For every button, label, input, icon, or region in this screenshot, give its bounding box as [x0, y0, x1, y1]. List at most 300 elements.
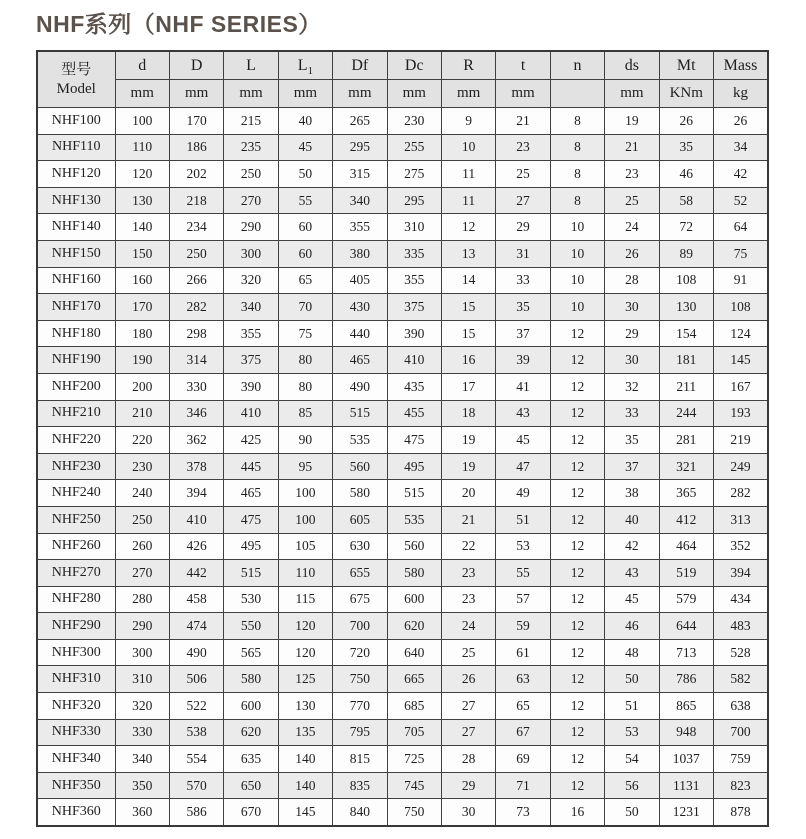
table-row — [37, 453, 768, 480]
unit-cell-df: mm — [333, 80, 387, 108]
value-cell: 12 — [550, 347, 604, 374]
value-cell: 100 — [278, 480, 332, 507]
value-cell: 405 — [333, 267, 387, 294]
value-cell: 560 — [387, 533, 441, 560]
header-label: n — [573, 56, 582, 74]
unit-cell-l: mm — [224, 80, 278, 108]
value-cell: 522 — [169, 693, 223, 720]
unit-cell-mass: kg — [713, 80, 768, 108]
value-cell: 181 — [659, 347, 713, 374]
value-cell: 12 — [550, 427, 604, 454]
value-cell: 124 — [713, 320, 768, 347]
value-cell: 65 — [278, 267, 332, 294]
value-cell: 21 — [441, 506, 495, 533]
unit-cell-r: mm — [441, 80, 495, 108]
table-row — [37, 693, 768, 720]
value-cell: 10 — [550, 267, 604, 294]
value-cell: 120 — [278, 613, 332, 640]
value-cell: 483 — [713, 613, 768, 640]
value-cell: 655 — [333, 560, 387, 587]
value-cell: 135 — [278, 719, 332, 746]
value-cell: 250 — [115, 506, 169, 533]
value-cell: 538 — [169, 719, 223, 746]
value-cell: 32 — [605, 373, 659, 400]
value-cell: 586 — [169, 799, 223, 826]
table-row — [37, 320, 768, 347]
value-cell: 140 — [278, 772, 332, 799]
value-cell: 12 — [550, 693, 604, 720]
value-cell: 26 — [441, 666, 495, 693]
unit-cell-d: mm — [115, 80, 169, 108]
value-cell: 8 — [550, 187, 604, 214]
value-cell: 167 — [713, 373, 768, 400]
value-cell: 12 — [550, 772, 604, 799]
value-cell: 72 — [659, 214, 713, 241]
value-cell: 410 — [169, 506, 223, 533]
value-cell: 219 — [713, 427, 768, 454]
value-cell: 650 — [224, 772, 278, 799]
model-cell: NHF130 — [37, 187, 115, 214]
value-cell: 75 — [278, 320, 332, 347]
value-cell: 630 — [333, 533, 387, 560]
value-cell: 475 — [387, 427, 441, 454]
value-cell: 40 — [605, 506, 659, 533]
value-cell: 19 — [441, 453, 495, 480]
value-cell: 29 — [605, 320, 659, 347]
table-row — [37, 427, 768, 454]
value-cell: 12 — [550, 400, 604, 427]
header-cell-n — [550, 51, 604, 80]
value-cell: 8 — [550, 161, 604, 188]
table-row — [37, 400, 768, 427]
value-cell: 474 — [169, 613, 223, 640]
value-cell: 12 — [550, 533, 604, 560]
model-cell: NHF200 — [37, 373, 115, 400]
value-cell: 425 — [224, 427, 278, 454]
value-cell: 12 — [550, 320, 604, 347]
value-cell: 519 — [659, 560, 713, 587]
value-cell: 346 — [169, 400, 223, 427]
value-cell: 515 — [224, 560, 278, 587]
value-cell: 25 — [441, 639, 495, 666]
value-cell: 394 — [713, 560, 768, 587]
value-cell: 12 — [550, 613, 604, 640]
value-cell: 713 — [659, 639, 713, 666]
value-cell: 80 — [278, 373, 332, 400]
value-cell: 65 — [496, 693, 550, 720]
value-cell: 310 — [115, 666, 169, 693]
value-cell: 130 — [115, 187, 169, 214]
value-cell: 515 — [387, 480, 441, 507]
value-cell: 80 — [278, 347, 332, 374]
header-label: d — [138, 56, 147, 74]
value-cell: 63 — [496, 666, 550, 693]
value-cell: 35 — [496, 294, 550, 321]
value-cell: 515 — [333, 400, 387, 427]
value-cell: 340 — [224, 294, 278, 321]
model-cell: NHF340 — [37, 746, 115, 773]
header-cell-d — [169, 51, 223, 80]
header-label: Df — [351, 56, 369, 74]
value-cell: 27 — [496, 187, 550, 214]
value-cell: 17 — [441, 373, 495, 400]
model-cell: NHF100 — [37, 108, 115, 135]
header-label: Mt — [676, 56, 696, 74]
header-cell-d — [115, 51, 169, 80]
value-cell: 560 — [333, 453, 387, 480]
unit-cell-t: mm — [496, 80, 550, 108]
nhf-series-spec-table — [36, 50, 769, 827]
value-cell: 58 — [659, 187, 713, 214]
value-cell: 28 — [605, 267, 659, 294]
value-cell: 91 — [713, 267, 768, 294]
value-cell: 11 — [441, 187, 495, 214]
value-cell: 580 — [387, 560, 441, 587]
value-cell: 315 — [333, 161, 387, 188]
table-row — [37, 187, 768, 214]
value-cell: 313 — [713, 506, 768, 533]
value-cell: 26 — [713, 108, 768, 135]
value-cell: 51 — [496, 506, 550, 533]
model-cell: NHF110 — [37, 134, 115, 161]
value-cell: 700 — [713, 719, 768, 746]
value-cell: 300 — [115, 639, 169, 666]
unit-cell-ds: mm — [605, 80, 659, 108]
value-cell: 330 — [115, 719, 169, 746]
value-cell: 23 — [441, 586, 495, 613]
value-cell: 378 — [169, 453, 223, 480]
value-cell: 170 — [169, 108, 223, 135]
value-cell: 725 — [387, 746, 441, 773]
value-cell: 249 — [713, 453, 768, 480]
value-cell: 12 — [550, 560, 604, 587]
value-cell: 59 — [496, 613, 550, 640]
header-label: ds — [624, 56, 639, 74]
value-cell: 210 — [115, 400, 169, 427]
header-cell-t — [496, 51, 550, 80]
value-cell: 13 — [441, 240, 495, 267]
value-cell: 64 — [713, 214, 768, 241]
table-row — [37, 772, 768, 799]
model-header-en: Model — [56, 80, 96, 97]
value-cell: 495 — [387, 453, 441, 480]
value-cell: 410 — [387, 347, 441, 374]
value-cell: 770 — [333, 693, 387, 720]
value-cell: 31 — [496, 240, 550, 267]
value-cell: 20 — [441, 480, 495, 507]
value-cell: 26 — [605, 240, 659, 267]
value-cell: 70 — [278, 294, 332, 321]
value-cell: 638 — [713, 693, 768, 720]
value-cell: 30 — [605, 347, 659, 374]
table-row — [37, 108, 768, 135]
value-cell: 321 — [659, 453, 713, 480]
table-row — [37, 613, 768, 640]
value-cell: 375 — [224, 347, 278, 374]
value-cell: 759 — [713, 746, 768, 773]
value-cell: 154 — [659, 320, 713, 347]
value-cell: 495 — [224, 533, 278, 560]
value-cell: 89 — [659, 240, 713, 267]
table-row — [37, 480, 768, 507]
value-cell: 37 — [605, 453, 659, 480]
model-header-cell — [37, 51, 115, 108]
value-cell: 12 — [550, 719, 604, 746]
value-cell: 50 — [605, 799, 659, 826]
value-cell: 130 — [278, 693, 332, 720]
value-cell: 55 — [278, 187, 332, 214]
header-cell-r — [441, 51, 495, 80]
model-cell: NHF330 — [37, 719, 115, 746]
value-cell: 554 — [169, 746, 223, 773]
header-cell-mass — [713, 51, 768, 80]
value-cell: 115 — [278, 586, 332, 613]
table-body — [37, 108, 768, 827]
value-cell: 57 — [496, 586, 550, 613]
value-cell: 71 — [496, 772, 550, 799]
value-cell: 110 — [115, 134, 169, 161]
value-cell: 1131 — [659, 772, 713, 799]
value-cell: 440 — [333, 320, 387, 347]
value-cell: 266 — [169, 267, 223, 294]
value-cell: 528 — [713, 639, 768, 666]
value-cell: 434 — [713, 586, 768, 613]
unit-cell-d: mm — [169, 80, 223, 108]
value-cell: 24 — [605, 214, 659, 241]
value-cell: 160 — [115, 267, 169, 294]
value-cell: 15 — [441, 294, 495, 321]
value-cell: 620 — [224, 719, 278, 746]
header-label: t — [520, 56, 526, 74]
value-cell: 34 — [713, 134, 768, 161]
value-cell: 43 — [496, 400, 550, 427]
value-cell: 12 — [550, 639, 604, 666]
model-cell: NHF300 — [37, 639, 115, 666]
value-cell: 570 — [169, 772, 223, 799]
value-cell: 290 — [115, 613, 169, 640]
value-cell: 10 — [550, 240, 604, 267]
value-cell: 535 — [333, 427, 387, 454]
value-cell: 362 — [169, 427, 223, 454]
value-cell: 670 — [224, 799, 278, 826]
value-cell: 282 — [713, 480, 768, 507]
value-cell: 33 — [496, 267, 550, 294]
model-cell: NHF210 — [37, 400, 115, 427]
value-cell: 30 — [441, 799, 495, 826]
value-cell: 490 — [333, 373, 387, 400]
value-cell: 410 — [224, 400, 278, 427]
value-cell: 330 — [169, 373, 223, 400]
value-cell: 412 — [659, 506, 713, 533]
value-cell: 320 — [115, 693, 169, 720]
unit-cell-dc: mm — [387, 80, 441, 108]
value-cell: 21 — [605, 134, 659, 161]
header-cell-mt — [659, 51, 713, 80]
model-cell: NHF150 — [37, 240, 115, 267]
value-cell: 29 — [496, 214, 550, 241]
value-cell: 835 — [333, 772, 387, 799]
value-cell: 340 — [333, 187, 387, 214]
table-row — [37, 719, 768, 746]
value-cell: 19 — [605, 108, 659, 135]
header-label: D — [190, 56, 203, 74]
value-cell: 180 — [115, 320, 169, 347]
value-cell: 320 — [224, 267, 278, 294]
value-cell: 90 — [278, 427, 332, 454]
model-cell: NHF240 — [37, 480, 115, 507]
value-cell: 700 — [333, 613, 387, 640]
value-cell: 23 — [441, 560, 495, 587]
value-cell: 60 — [278, 240, 332, 267]
value-cell: 53 — [496, 533, 550, 560]
header-label-subscript: 1 — [307, 64, 314, 77]
table-row — [37, 586, 768, 613]
value-cell: 295 — [333, 134, 387, 161]
value-cell: 300 — [224, 240, 278, 267]
value-cell: 745 — [387, 772, 441, 799]
value-cell: 295 — [387, 187, 441, 214]
model-cell: NHF220 — [37, 427, 115, 454]
value-cell: 125 — [278, 666, 332, 693]
model-cell: NHF250 — [37, 506, 115, 533]
value-cell: 878 — [713, 799, 768, 826]
value-cell: 365 — [659, 480, 713, 507]
unit-cell-l1: mm — [278, 80, 332, 108]
value-cell: 26 — [659, 108, 713, 135]
value-cell: 375 — [387, 294, 441, 321]
value-cell: 200 — [115, 373, 169, 400]
value-cell: 795 — [333, 719, 387, 746]
value-cell: 12 — [550, 506, 604, 533]
value-cell: 750 — [387, 799, 441, 826]
value-cell: 455 — [387, 400, 441, 427]
value-cell: 100 — [278, 506, 332, 533]
value-cell: 35 — [605, 427, 659, 454]
value-cell: 270 — [224, 187, 278, 214]
value-cell: 95 — [278, 453, 332, 480]
value-cell: 42 — [713, 161, 768, 188]
model-cell: NHF270 — [37, 560, 115, 587]
table-row — [37, 161, 768, 188]
value-cell: 12 — [441, 214, 495, 241]
value-cell: 840 — [333, 799, 387, 826]
value-cell: 442 — [169, 560, 223, 587]
value-cell: 190 — [115, 347, 169, 374]
model-cell: NHF190 — [37, 347, 115, 374]
unit-cell-n — [550, 80, 604, 108]
value-cell: 535 — [387, 506, 441, 533]
table-row — [37, 214, 768, 241]
value-cell: 43 — [605, 560, 659, 587]
value-cell: 105 — [278, 533, 332, 560]
header-label: Dc — [404, 56, 424, 74]
table-row — [37, 746, 768, 773]
value-cell: 390 — [387, 320, 441, 347]
header-cell-l1 — [278, 51, 332, 80]
value-cell: 150 — [115, 240, 169, 267]
header-unit-row — [37, 80, 768, 108]
value-cell: 12 — [550, 373, 604, 400]
value-cell: 340 — [115, 746, 169, 773]
model-cell: NHF170 — [37, 294, 115, 321]
value-cell: 506 — [169, 666, 223, 693]
header-cell-df — [333, 51, 387, 80]
value-cell: 49 — [496, 480, 550, 507]
model-cell: NHF350 — [37, 772, 115, 799]
value-cell: 1231 — [659, 799, 713, 826]
value-cell: 50 — [605, 666, 659, 693]
value-cell: 255 — [387, 134, 441, 161]
value-cell: 85 — [278, 400, 332, 427]
value-cell: 108 — [659, 267, 713, 294]
value-cell: 12 — [550, 746, 604, 773]
value-cell: 11 — [441, 161, 495, 188]
value-cell: 335 — [387, 240, 441, 267]
value-cell: 108 — [713, 294, 768, 321]
value-cell: 47 — [496, 453, 550, 480]
value-cell: 186 — [169, 134, 223, 161]
value-cell: 310 — [387, 214, 441, 241]
value-cell: 140 — [278, 746, 332, 773]
value-cell: 275 — [387, 161, 441, 188]
value-cell: 145 — [278, 799, 332, 826]
value-cell: 282 — [169, 294, 223, 321]
value-cell: 215 — [224, 108, 278, 135]
value-cell: 823 — [713, 772, 768, 799]
value-cell: 35 — [659, 134, 713, 161]
value-cell: 580 — [224, 666, 278, 693]
model-header-zh: 型号 — [61, 61, 92, 78]
value-cell: 644 — [659, 613, 713, 640]
value-cell: 45 — [605, 586, 659, 613]
value-cell: 250 — [224, 161, 278, 188]
value-cell: 23 — [605, 161, 659, 188]
value-cell: 445 — [224, 453, 278, 480]
value-cell: 475 — [224, 506, 278, 533]
value-cell: 244 — [659, 400, 713, 427]
model-cell: NHF230 — [37, 453, 115, 480]
value-cell: 14 — [441, 267, 495, 294]
value-cell: 27 — [441, 719, 495, 746]
value-cell: 465 — [333, 347, 387, 374]
value-cell: 16 — [550, 799, 604, 826]
value-cell: 355 — [333, 214, 387, 241]
value-cell: 430 — [333, 294, 387, 321]
value-cell: 750 — [333, 666, 387, 693]
value-cell: 28 — [441, 746, 495, 773]
value-cell: 314 — [169, 347, 223, 374]
value-cell: 250 — [169, 240, 223, 267]
value-cell: 675 — [333, 586, 387, 613]
header-label-row — [37, 51, 768, 80]
value-cell: 665 — [387, 666, 441, 693]
value-cell: 120 — [115, 161, 169, 188]
value-cell: 230 — [115, 453, 169, 480]
value-cell: 45 — [496, 427, 550, 454]
table-row — [37, 560, 768, 587]
value-cell: 33 — [605, 400, 659, 427]
value-cell: 550 — [224, 613, 278, 640]
value-cell: 46 — [605, 613, 659, 640]
model-cell: NHF290 — [37, 613, 115, 640]
value-cell: 55 — [496, 560, 550, 587]
model-cell: NHF260 — [37, 533, 115, 560]
value-cell: 12 — [550, 453, 604, 480]
value-cell: 29 — [441, 772, 495, 799]
value-cell: 69 — [496, 746, 550, 773]
value-cell: 145 — [713, 347, 768, 374]
value-cell: 19 — [441, 427, 495, 454]
